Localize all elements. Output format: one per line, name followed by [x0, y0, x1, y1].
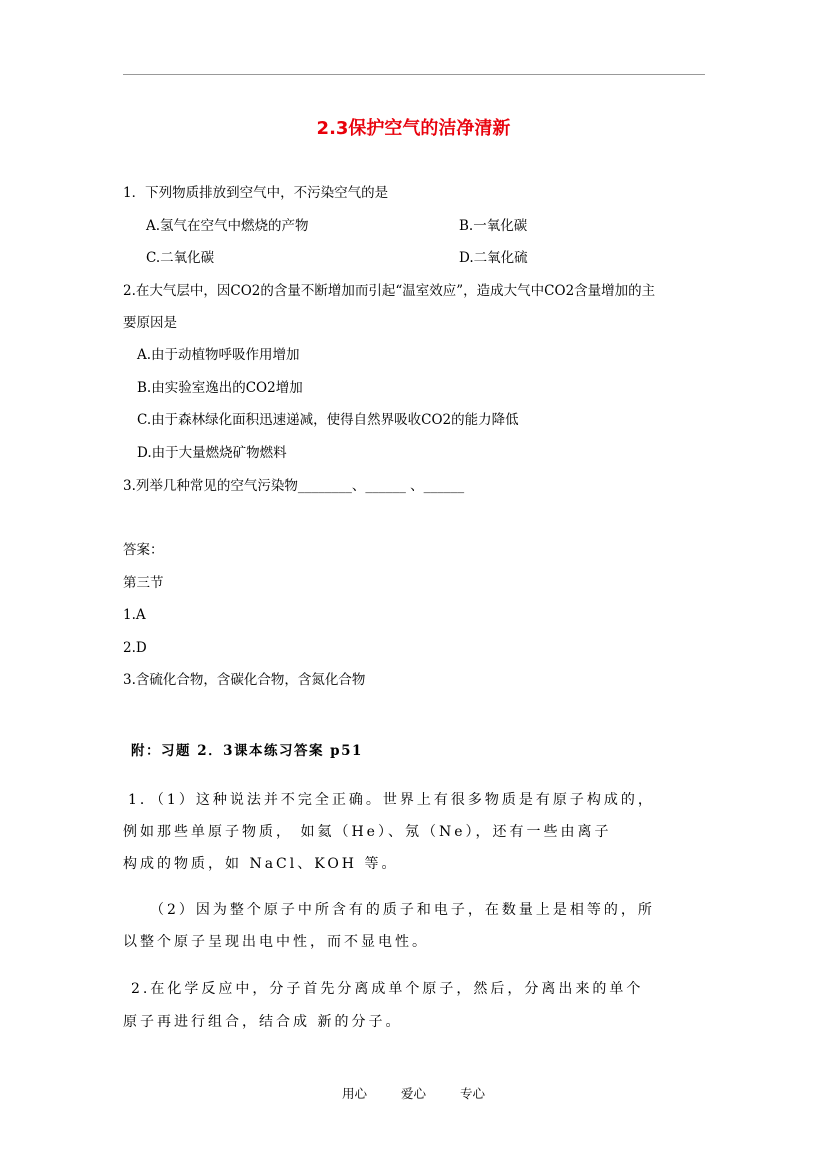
- appendix-p3-line-1: 2.在化学反应中，分子首先分离成单个原子，然后，分离出来的单个: [131, 981, 644, 997]
- answers-heading: 答案：: [123, 542, 164, 558]
- appendix-p2-line-2: 以整个原子呈现出电中性，而不显电性。: [123, 934, 429, 950]
- question-2-option-a: A.由于动植物呼吸作用增加: [137, 347, 300, 363]
- appendix-p2-line-1: （2）因为整个原子中所含有的质子和电子，在数量上是相等的，所: [150, 902, 655, 918]
- page-title: 2.3保护空气的洁净清新: [316, 118, 511, 139]
- appendix-p1-line-2: 例如那些单原子物质， 如氦（He）、氖（Ne），还有一些由离子: [123, 824, 612, 840]
- appendix-p3-line-2: 原子再进行组合，结合成 新的分子。: [123, 1014, 403, 1030]
- question-2-line-2: 要原因是: [123, 315, 177, 331]
- header-rule: [123, 74, 705, 75]
- appendix-p1-line-1: 1．（1）这种说法并不完全正确。世界上有很多物质是有原子构成的，: [128, 792, 655, 808]
- question-2-option-c: C.由于森林绿化面积迅速递减，使得自然界吸收CO2的能力降低: [137, 412, 519, 428]
- question-1-option-a: A.氢气在空气中燃烧的产物: [146, 218, 309, 234]
- appendix-p1-line-3: 构成的物质，如 NaCl、KOH 等。: [123, 856, 399, 872]
- question-2-option-d: D.由于大量燃烧矿物燃料: [137, 445, 287, 461]
- footer-text-3: 专心: [459, 1086, 485, 1101]
- footer-text-2: 爱心: [400, 1086, 426, 1101]
- question-2-line-1: 2.在大气层中，因CO2的含量不断增加而引起“温室效应”，造成大气中CO2含量增加的主: [123, 283, 656, 299]
- question-1-option-b: B.一氧化碳: [459, 218, 528, 234]
- answers-section: 第三节: [123, 575, 164, 591]
- footer-text-1: 用心: [341, 1086, 367, 1101]
- question-1-option-c: C.二氧化碳: [146, 250, 215, 266]
- answer-3: 3.含硫化合物，含碳化合物，含氮化合物: [123, 672, 366, 688]
- answer-1: 1.A: [123, 607, 146, 623]
- question-3: 3.列举几种常见的空气污染物________、______ 、______: [123, 478, 465, 494]
- page-footer: [0, 1084, 827, 1102]
- answer-2: 2.D: [123, 640, 147, 656]
- question-2-option-b: B.由实验室逸出的CO2增加: [137, 380, 303, 396]
- question-1: 1．下列物质排放到空气中，不污染空气的是: [123, 185, 389, 201]
- appendix-heading: 附：习题 2．3课本练习答案 p51: [131, 743, 363, 759]
- question-1-option-d: D.二氧化硫: [459, 250, 528, 266]
